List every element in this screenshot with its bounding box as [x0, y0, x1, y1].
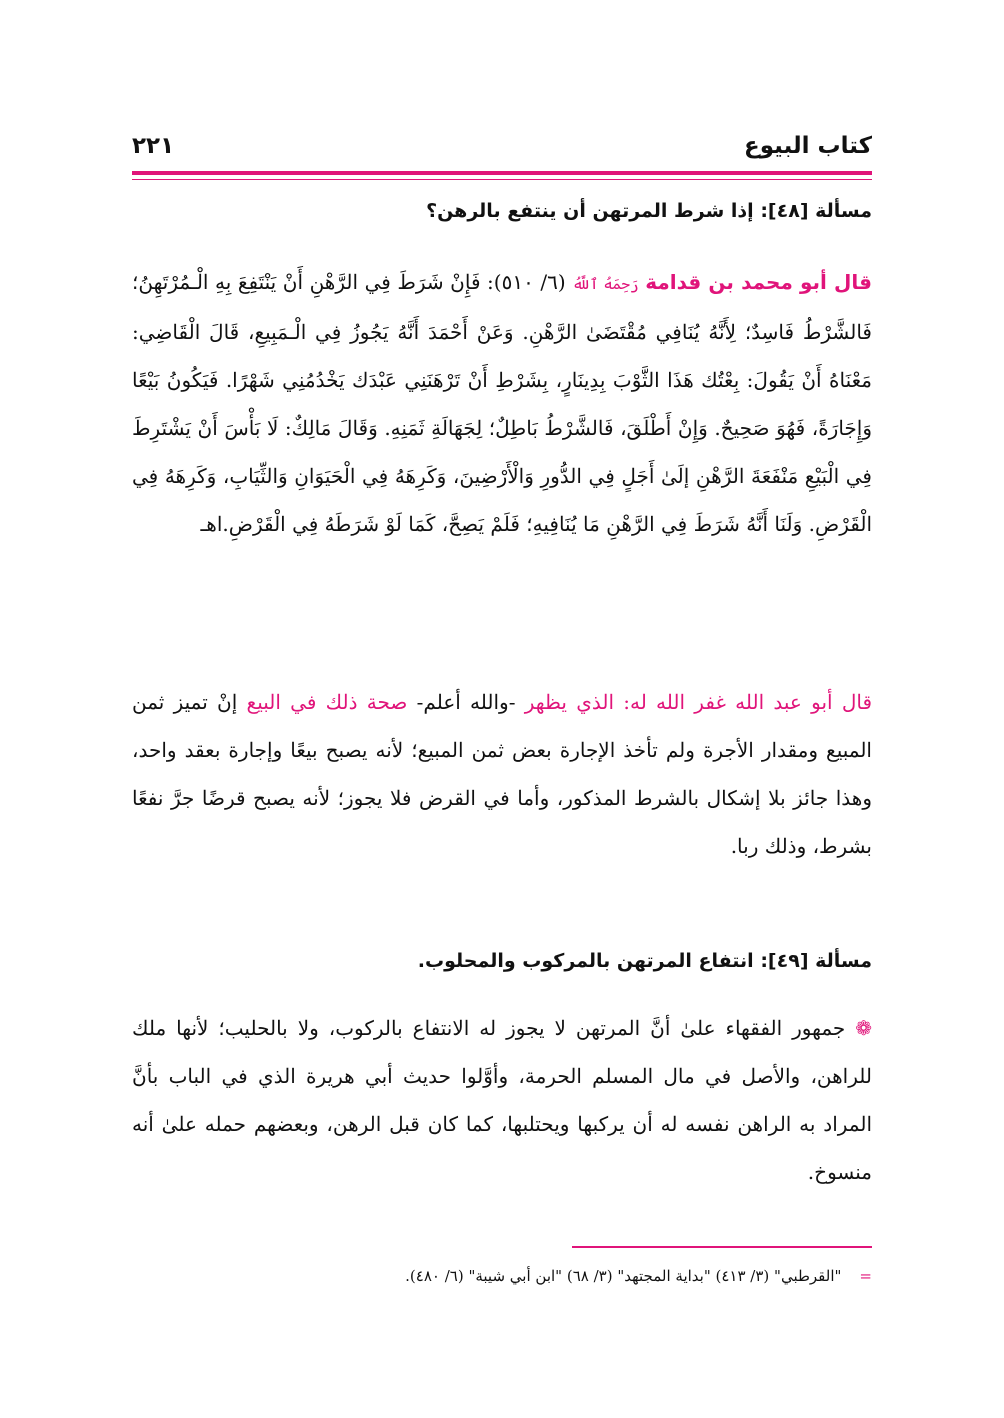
comment-48-lead: الذي يظهر: [515, 690, 624, 714]
footnote: [132, 1262, 872, 1290]
page-number: ٢٢١: [132, 133, 175, 159]
comment-48-aside: -والله أعلم-: [407, 690, 516, 714]
quote-48-author: قال أبو محمد بن قدامة: [645, 270, 872, 294]
question-49-heading: [132, 944, 872, 978]
page-header: [132, 126, 872, 166]
question-48-title: إذا شرط المرتهن أن ينتفع بالرهن؟: [426, 200, 754, 222]
footnote-text: "القرطبي" (٣/ ٤١٣) "بداية المجتهد" (٣/ ٦٨) "ابن أبي شيبة" (٦/ ٤٨٠).: [405, 1267, 842, 1285]
question-48-heading: [132, 194, 872, 228]
quote-48-ref: (٦/ ٥١٠):: [480, 270, 573, 294]
flower-icon: ❁: [855, 1016, 872, 1040]
footnote-continuation-mark: =: [859, 1267, 872, 1285]
question-49-title: انتفاع المرتهن بالمركوب والمحلوب.: [417, 950, 754, 972]
comment-48-text: إنْ تميز ثمن المبيع ومقدار الأجرة ولم تأخذ الإجارة بعض ثمن المبيع؛ لأنه يصبح بيعًا وإجارة بعقد واحد، وهذا جائز بلا إشكال بالشرط المذكور، وأما في القرض فلا يجوز؛ لأنه يصبح قرضًا جرَّ نفعًا بشرط، وذلك ربا.: [132, 690, 872, 858]
comment-48-paragraph: [132, 678, 872, 870]
quote-48-text: فَإِنْ شَرَطَ فِي الرَّهْنِ أَنْ يَنْتَفِعَ بِهِ الْـمُرْتَهِنُ؛ فَالشَّرْطُ فَاسِدٌ؛ لِأَنَّهُ يُنَافِي مُقْتَضَىٰ الرَّهْنِ. وَعَنْ أَحْمَدَ أَنَّهُ يَجُوزُ فِي الْـمَبِيعِ، قَالَ الْقَاضِي: مَعْنَاهُ أَنْ يَقُولَ: بِعْتُك هَذَا الثَّوْبَ بِدِينَارٍ، بِشَرْطِ أَنْ تَرْهَنَنِي عَبْدَك يَخْدُمُنِي شَهْرًا. فَيَكُونُ بَيْعًا وَإِجَارَةً، فَهُوَ صَحِيحٌ. وَإِنْ أَطْلَقَ، فَالشَّرْطُ بَاطِلٌ؛ لِجَهَالَةِ ثَمَنِهِ. وَقَالَ مَالِكٌ: لَا بَأْسَ أَنْ يَشْتَرِطَ فِي الْبَيْعِ مَنْفَعَةَ الرَّهْنِ إلَىٰ أَجَلٍ فِي الدُّورِ وَالْأَرْضِينَ، وَكَرِهَهُ فِي الْحَيَوَانِ وَالثِّيَابِ، وَكَرِهَهُ فِي الْقَرْضِ. وَلَنَا أَنَّهُ شَرَطَ فِي الرَّهْنِ مَا يُنَافِيهِ؛ فَلَمْ يَصِحَّ، كَمَا لَوْ شَرَطَهُ فِي الْقَرْضِ.اهـ: [132, 270, 872, 536]
question-49-label: مسألة [٤٩]:: [760, 950, 872, 972]
quote-48-paragraph: [132, 258, 872, 548]
para-49: [132, 1004, 872, 1196]
footnote-rule: [572, 1246, 872, 1248]
header-rule-thin: [132, 179, 872, 180]
question-48-label: مسألة [٤٨]:: [760, 200, 872, 222]
header-rule-thick: [132, 171, 872, 175]
book-title: كتاب البيوع: [744, 133, 872, 159]
quote-48-honorific: رَحِمَهُ ٱللَّهُ: [572, 275, 639, 293]
comment-48-lead2: صحة ذلك في البيع: [246, 690, 408, 714]
comment-48-author: قال أبو عبد الله غفر الله له:: [623, 690, 873, 714]
para-49-text: جمهور الفقهاء علىٰ أنَّ المرتهن لا يجوز له الانتفاع بالركوب، ولا بالحليب؛ لأنها ملك للراهن، والأصل في مال المسلم الحرمة، وأوَّلوا حديث أبي هريرة الذي في الباب بأنَّ المراد به الراهن نفسه له أن يركبها ويحتلبها، كما كان قبل الرهن، وبعضهم حمله علىٰ أنه منسوخ.: [132, 1016, 872, 1184]
